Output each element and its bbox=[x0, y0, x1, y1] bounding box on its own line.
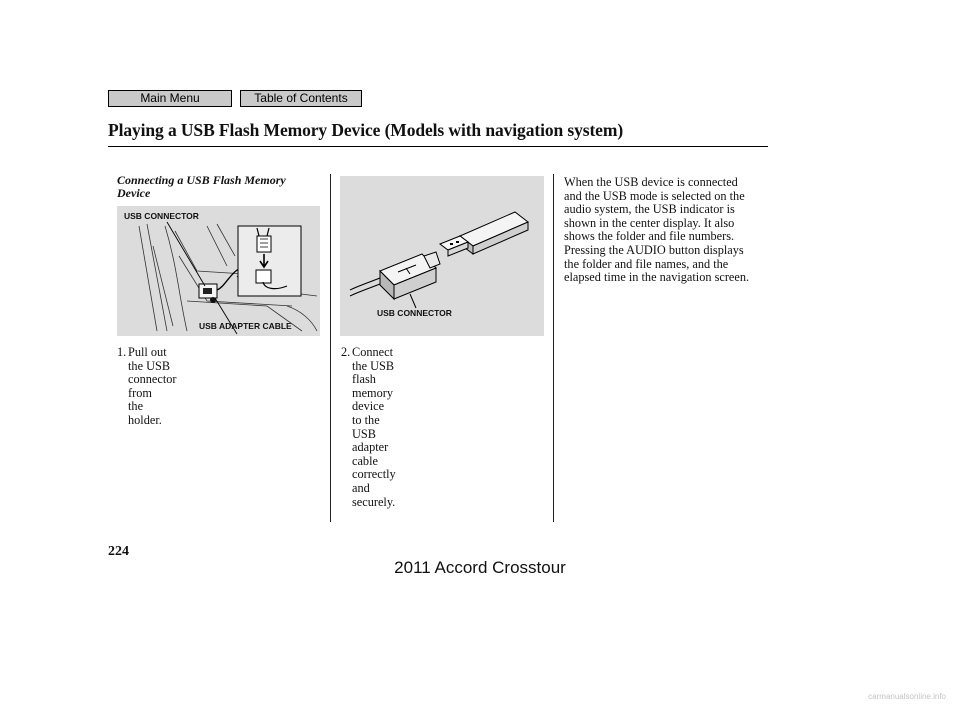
info-line-1: When the USB device is connected bbox=[564, 175, 738, 189]
column-divider-right bbox=[553, 174, 554, 522]
usb-connector-holder-illustration bbox=[117, 206, 320, 336]
callout-lines bbox=[167, 222, 237, 334]
info-line-3: audio system, the USB indicator is bbox=[564, 202, 735, 217]
page-number: 224 bbox=[108, 544, 129, 559]
subheading-line-2: Device bbox=[117, 186, 151, 200]
table-of-contents-button[interactable]: Table of Contents bbox=[240, 90, 362, 107]
info-line-2: and the USB mode is selected on the bbox=[564, 188, 745, 203]
usb-indicator-description bbox=[564, 176, 749, 285]
title-rule bbox=[108, 146, 768, 147]
info-line-6: Pressing the AUDIO button displays bbox=[564, 242, 744, 257]
info-line-7: the folder and file names, and the bbox=[564, 256, 729, 271]
info-line-4: shown in the center display. It also bbox=[564, 215, 735, 230]
column-divider-left bbox=[330, 174, 331, 522]
step-2-line-1: Connect the USB flash memory bbox=[352, 345, 395, 400]
step-1-line-1: Pull out the USB connector from bbox=[128, 345, 177, 400]
step-2-number: 2. bbox=[341, 345, 351, 359]
usb-connector-label: USB CONNECTOR bbox=[124, 211, 199, 221]
info-line-5: shows the folder and file numbers. bbox=[564, 229, 735, 244]
page-title: Playing a USB Flash Memory Device (Models with navigation system) bbox=[108, 120, 624, 140]
flash-drive bbox=[440, 212, 528, 256]
model-name: 2011 Accord Crosstour bbox=[394, 558, 566, 577]
usb-flash-memory-illustration bbox=[340, 176, 544, 336]
usb-connector-label-right: USB CONNECTOR bbox=[377, 308, 452, 318]
console-drawing bbox=[117, 206, 320, 336]
usb-adapter-cable-label: USB ADAPTER CABLE bbox=[199, 321, 292, 331]
step-2-line-3: correctly and securely. bbox=[352, 467, 396, 509]
main-menu-button[interactable]: Main Menu bbox=[108, 90, 232, 107]
info-line-8: elapsed time in the navigation screen. bbox=[564, 270, 750, 285]
usb-connector bbox=[350, 252, 440, 308]
site-watermark: carmanualsonline.info bbox=[868, 692, 946, 701]
section-subheading bbox=[117, 174, 317, 200]
subheading-line-1: Connecting a USB Flash Memory bbox=[117, 173, 286, 187]
step-1-number: 1. bbox=[117, 345, 127, 359]
step-1-line-2: the holder. bbox=[128, 399, 162, 427]
step-2-line-2: device to the USB adapter cable bbox=[352, 399, 389, 468]
inset-callout bbox=[238, 226, 301, 296]
